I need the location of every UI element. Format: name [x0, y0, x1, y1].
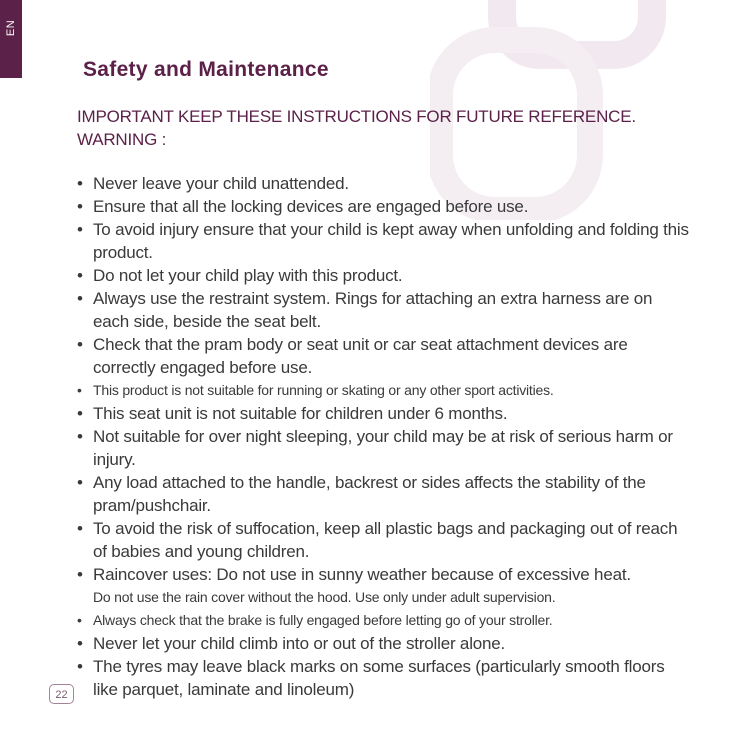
bullet-icon: •: [77, 473, 83, 492]
warning-item: [77, 287, 692, 333]
warning-item: [77, 195, 692, 218]
warning-item: [77, 402, 692, 425]
bullet-icon: •: [77, 335, 83, 354]
warning-item: [77, 264, 692, 287]
warning-item: [77, 563, 692, 586]
warning-heading: WARNING :: [77, 130, 167, 149]
important-line: IMPORTANT KEEP THESE INSTRUCTIONS FOR FUTURE REFERENCE.: [77, 107, 636, 126]
warning-item: [77, 172, 692, 195]
warning-text: Do not use the rain cover without the hood. Use only under adult supervision.: [93, 589, 556, 605]
warning-item: [77, 333, 692, 379]
bullet-icon: •: [77, 404, 83, 423]
bullet-icon: •: [77, 220, 83, 239]
warning-text: To avoid injury ensure that your child is kept away when unfolding and folding this product.: [93, 220, 689, 262]
warning-item: [77, 471, 692, 517]
warning-text: This seat unit is not suitable for children under 6 months.: [93, 404, 508, 423]
warning-text: Never leave your child unattended.: [93, 174, 349, 193]
warning-item: [77, 632, 692, 655]
warning-text: Always use the restraint system. Rings for attaching an extra harness are on each side, beside the seat belt.: [93, 289, 653, 331]
bullet-icon: •: [77, 427, 83, 446]
bullet-icon: •: [77, 612, 82, 628]
warning-list: [77, 172, 692, 701]
warning-text: Do not let your child play with this product.: [93, 266, 403, 285]
warning-item: [77, 655, 692, 701]
warning-text: Raincover uses: Do not use in sunny weather because of excessive heat.: [93, 565, 631, 584]
warning-text: Always check that the brake is fully engaged before letting go of your stroller.: [93, 612, 553, 628]
bullet-icon: •: [77, 565, 83, 584]
warning-text: Check that the pram body or seat unit or car seat attachment devices are correctly engaged before use.: [93, 335, 628, 377]
bullet-icon: •: [77, 289, 83, 308]
warning-item: [77, 586, 692, 609]
bullet-icon: •: [77, 382, 82, 398]
warning-item: [77, 425, 692, 471]
warning-item: [77, 517, 692, 563]
page-number: 22: [49, 684, 74, 704]
important-notice: [77, 105, 705, 151]
warning-text: Not suitable for over night sleeping, your child may be at risk of serious harm or injury.: [93, 427, 673, 469]
bullet-icon: •: [77, 657, 83, 676]
bullet-icon: •: [77, 634, 83, 653]
warning-item: [77, 379, 692, 402]
warning-text: Any load attached to the handle, backrest or sides affects the stability of the pram/pushchair.: [93, 473, 646, 515]
bullet-icon: •: [77, 197, 83, 216]
warning-text: To avoid the risk of suffocation, keep all plastic bags and packaging out of reach of babies and young children.: [93, 519, 678, 561]
bullet-icon: •: [77, 174, 83, 193]
warning-item: [77, 609, 692, 632]
language-label: EN: [5, 19, 17, 37]
bullet-icon: •: [77, 519, 83, 538]
warning-text: Ensure that all the locking devices are engaged before use.: [93, 197, 529, 216]
bullet-icon: •: [77, 266, 83, 285]
section-title: Safety and Maintenance: [83, 58, 329, 81]
warning-text: The tyres may leave black marks on some surfaces (particularly smooth floors like parquet, laminate and linoleum): [93, 657, 665, 699]
warning-item: [77, 218, 692, 264]
warning-text: This product is not suitable for running or skating or any other sport activities.: [93, 382, 554, 398]
warning-text: Never let your child climb into or out of the stroller alone.: [93, 634, 506, 653]
language-tab: [0, 0, 22, 78]
